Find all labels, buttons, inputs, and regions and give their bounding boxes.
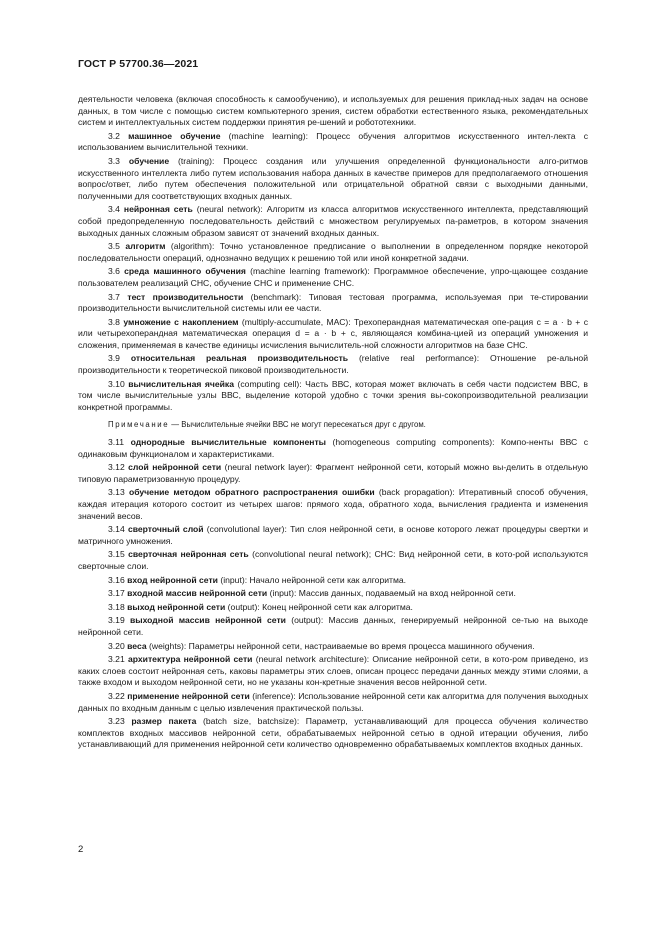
term-definition: (inference): Использование нейронной сети как алгоритма для получения выходных данных по входным данным с целью извлечения практической пользы. [78, 690, 588, 713]
term-definition: (computing cell): Часть ВВС, которая может включать в себя части подсистем ВВС, в том числе вычислительные узлы ВВС, выделение которой удобно с точки зрения вы-сокопроизводительной реализации конкретной программы. [78, 378, 589, 412]
term-entry [78, 241, 588, 264]
term-definition: (batch size, batchsize): Параметр, устанавливающий для процесса обучения количество комплектов входных массивов нейронной сети, обрабатываемых нейронной сетью в одной итерации обучения, либо устанавливающий для применения нейронной сети количество одновременно обрабатываемых комплектов входных данных. [78, 716, 588, 750]
term-entry [78, 588, 588, 600]
term-entry [78, 462, 588, 485]
term-number: 3.12 [108, 462, 125, 473]
intro-paragraph: деятельности человека (включая способность к самообучению), и используемых для решения приклад-ных задач на основе данных, в том числе с помощью систем компьютерного зрения, систем обработки естественного языка, рекомендательных систем и интеллектуальных систем поддержки принятия ре-шений и робототехники. [78, 94, 588, 128]
term-number: 3.13 [108, 487, 125, 498]
term-entry [78, 602, 588, 614]
term-number: 3.11 [108, 437, 125, 448]
term-number: 3.21 [108, 654, 125, 665]
term-entry [78, 317, 588, 352]
term-number: 3.23 [108, 716, 125, 727]
term-definition: (output): Массив данных, генерируемый нейронной се-тью на выходе нейронной сети. [78, 615, 589, 637]
term-name: сверточная нейронная сеть [128, 549, 249, 560]
note [78, 419, 588, 431]
term-entry [78, 266, 588, 289]
term-entry [78, 549, 588, 572]
term-name: применение нейронной сети [127, 690, 250, 701]
term-number: 3.9 [108, 353, 120, 364]
term-name: сверточный слой [127, 524, 204, 535]
term-name: размер пакета [131, 716, 197, 727]
term-name: веса [127, 640, 147, 651]
term-name: вычислительная ячейка [128, 378, 235, 389]
term-definition: (training): Процесс создания или улучшения определенной функциональности алго-ритмов искусственного интеллекта либо путем использования набора данных в качестве примеров для предполагаемого отношения вопрос/ответ, либо путем обеспечения положительной или отрицательной обратной связи с выходными данными, полученными для соответствующих входных данных. [78, 155, 588, 201]
term-entry [78, 575, 588, 587]
term-entry [78, 654, 588, 689]
term-definition: (input): Начало нейронной сети как алгоритма. [217, 574, 407, 585]
term-definition: (output): Конец нейронной сети как алгоритма. [225, 601, 413, 612]
term-number: 3.4 [108, 204, 120, 215]
term-name: относительная реальная производительность [130, 353, 349, 364]
term-definition: (machine learning): Процесс обучения алгоритмов искусственного интел-лекта с использованием вычислительной техники. [78, 130, 588, 153]
term-number: 3.16 [108, 574, 125, 585]
term-number: 3.19 [108, 615, 125, 626]
term-entry [78, 524, 588, 547]
term-number: 3.6 [108, 266, 120, 277]
term-name: машинное обучение [128, 130, 221, 141]
term-number: 3.22 [108, 690, 125, 701]
term-definition: (neural network): Алгоритм из класса алгоритмов искусственного интеллекта, представляющий собой предопределенную последовательность действий с множеством регулируемых па-раметров, в котором значения выходных данных сложным образом зависят от значений входных данных. [78, 204, 588, 238]
term-name: вход нейронной сети [127, 574, 218, 585]
term-entry [78, 641, 588, 653]
term-entry [78, 131, 588, 154]
term-definition: (machine learning framework): Программное обеспечение, упро-щающее создание пользователем реализаций СНС, обучение СНС и применение СНС. [78, 266, 589, 288]
term-definition: (algorithm): Точно установленное предписание о выполнении в определенном порядке некоторой последовательности операций, однозначно ведущих к решению той или иной конкретной задачи. [78, 241, 589, 263]
term-name: нейронная сеть [123, 204, 193, 215]
term-definition: (convolutional neural network); СНС: Вид нейронной сети, в кото-рой используются сверточные слои. [78, 549, 588, 571]
term-name: слой нейронной сети [128, 462, 222, 473]
term-definition: (neural network layer): Фрагмент нейронной сети, который можно вы-делить в отдельную типовую параметризованную процедуру. [78, 462, 588, 484]
term-number: 3.10 [108, 378, 125, 389]
terms-list-continued [78, 437, 588, 751]
term-number: 3.3 [108, 155, 120, 166]
note-label: Примечание [108, 420, 170, 430]
term-name: алгоритм [125, 241, 166, 252]
term-entry [78, 487, 588, 522]
term-definition: (convolutional layer): Тип слоя нейронной сети, в основе которого лежат процедуры свертки и матричного умножения. [78, 524, 589, 546]
term-entry [78, 156, 588, 202]
term-definition: (homogeneous computing components): Компо-ненты ВВС с одинаковым функционалом и характеристиками. [78, 437, 588, 459]
term-number: 3.20 [108, 640, 125, 651]
term-name: среда машинного обучения [124, 266, 246, 277]
term-name: тест производительности [127, 291, 244, 302]
term-definition: (benchmark): Типовая тестовая программа, используемая при те-стировании производительности вычислительной системы или ее части. [78, 291, 588, 314]
terms-list [78, 131, 588, 414]
document-body [78, 94, 588, 753]
term-number: 3.18 [108, 601, 125, 612]
term-definition: (weights): Параметры нейронной сети, настраиваемые во время процесса машинного обучения. [146, 640, 535, 651]
term-definition: (multiply-accumulate, МАС): Трехоперандная математическая опе-рация c = a · b + c или четырехоперандная математическая операция d = a · b + c, являющаяся комбина-цией из операций умножения и сложения, применяемая в качестве единицы исчисления вычислитель-ной сложности алгоритмов на базе СНС. [78, 316, 588, 350]
note-text: — Вычислительные ячейки ВВС не могут пересекаться друг с другом. [169, 420, 426, 430]
term-entry [78, 292, 588, 315]
term-entry [78, 204, 588, 239]
term-entry [78, 615, 588, 638]
term-definition: (input): Массив данных, подаваемый на вход нейронной сети. [267, 588, 516, 599]
term-name: обучение методом обратного распространения ошибки [128, 487, 375, 498]
term-definition: (neural network architecture): Описание нейронной сети, в кото-ром приведено, из каких слоев состоит нейронная сеть, каковы параметры этих слоев, описан процесс передачи данных между этими слоями, а также входом и выходом нейронной сети, но не указаны кон-кретные значения весов нейронной сети. [78, 654, 589, 688]
term-number: 3.17 [108, 588, 125, 599]
term-entry [78, 437, 588, 460]
term-name: выход нейронной сети [127, 601, 226, 612]
term-number: 3.7 [108, 291, 120, 302]
term-number: 3.8 [108, 316, 120, 327]
term-number: 3.15 [108, 549, 125, 560]
term-name: архитектура нейронной сети [127, 654, 253, 665]
term-entry [78, 379, 588, 414]
term-number: 3.2 [108, 130, 120, 141]
term-name: умножение с накоплением [123, 316, 239, 327]
term-entry [78, 691, 588, 714]
term-entry [78, 716, 588, 751]
page-number: 2 [78, 844, 84, 855]
term-definition: (back propagation): Итеративный способ обучения, каждая итерация которого состоит из четырех шагов: прямого хода, обратного хода, вычисления градиента и изменения значений весов. [78, 487, 589, 521]
term-entry [78, 353, 588, 376]
document-header: ГОСТ Р 57700.36—2021 [78, 58, 199, 70]
term-name: обучение [128, 155, 170, 166]
term-name: входной массив нейронной сети [127, 588, 268, 599]
term-name: однородные вычислительные компоненты [130, 437, 327, 448]
term-number: 3.5 [108, 241, 120, 252]
term-number: 3.14 [108, 524, 125, 535]
term-name: выходной массив нейронной сети [129, 615, 286, 626]
term-definition: (relative real performance): Отношение ре-альной производительности к теоретической пиковой производительности. [78, 353, 588, 376]
